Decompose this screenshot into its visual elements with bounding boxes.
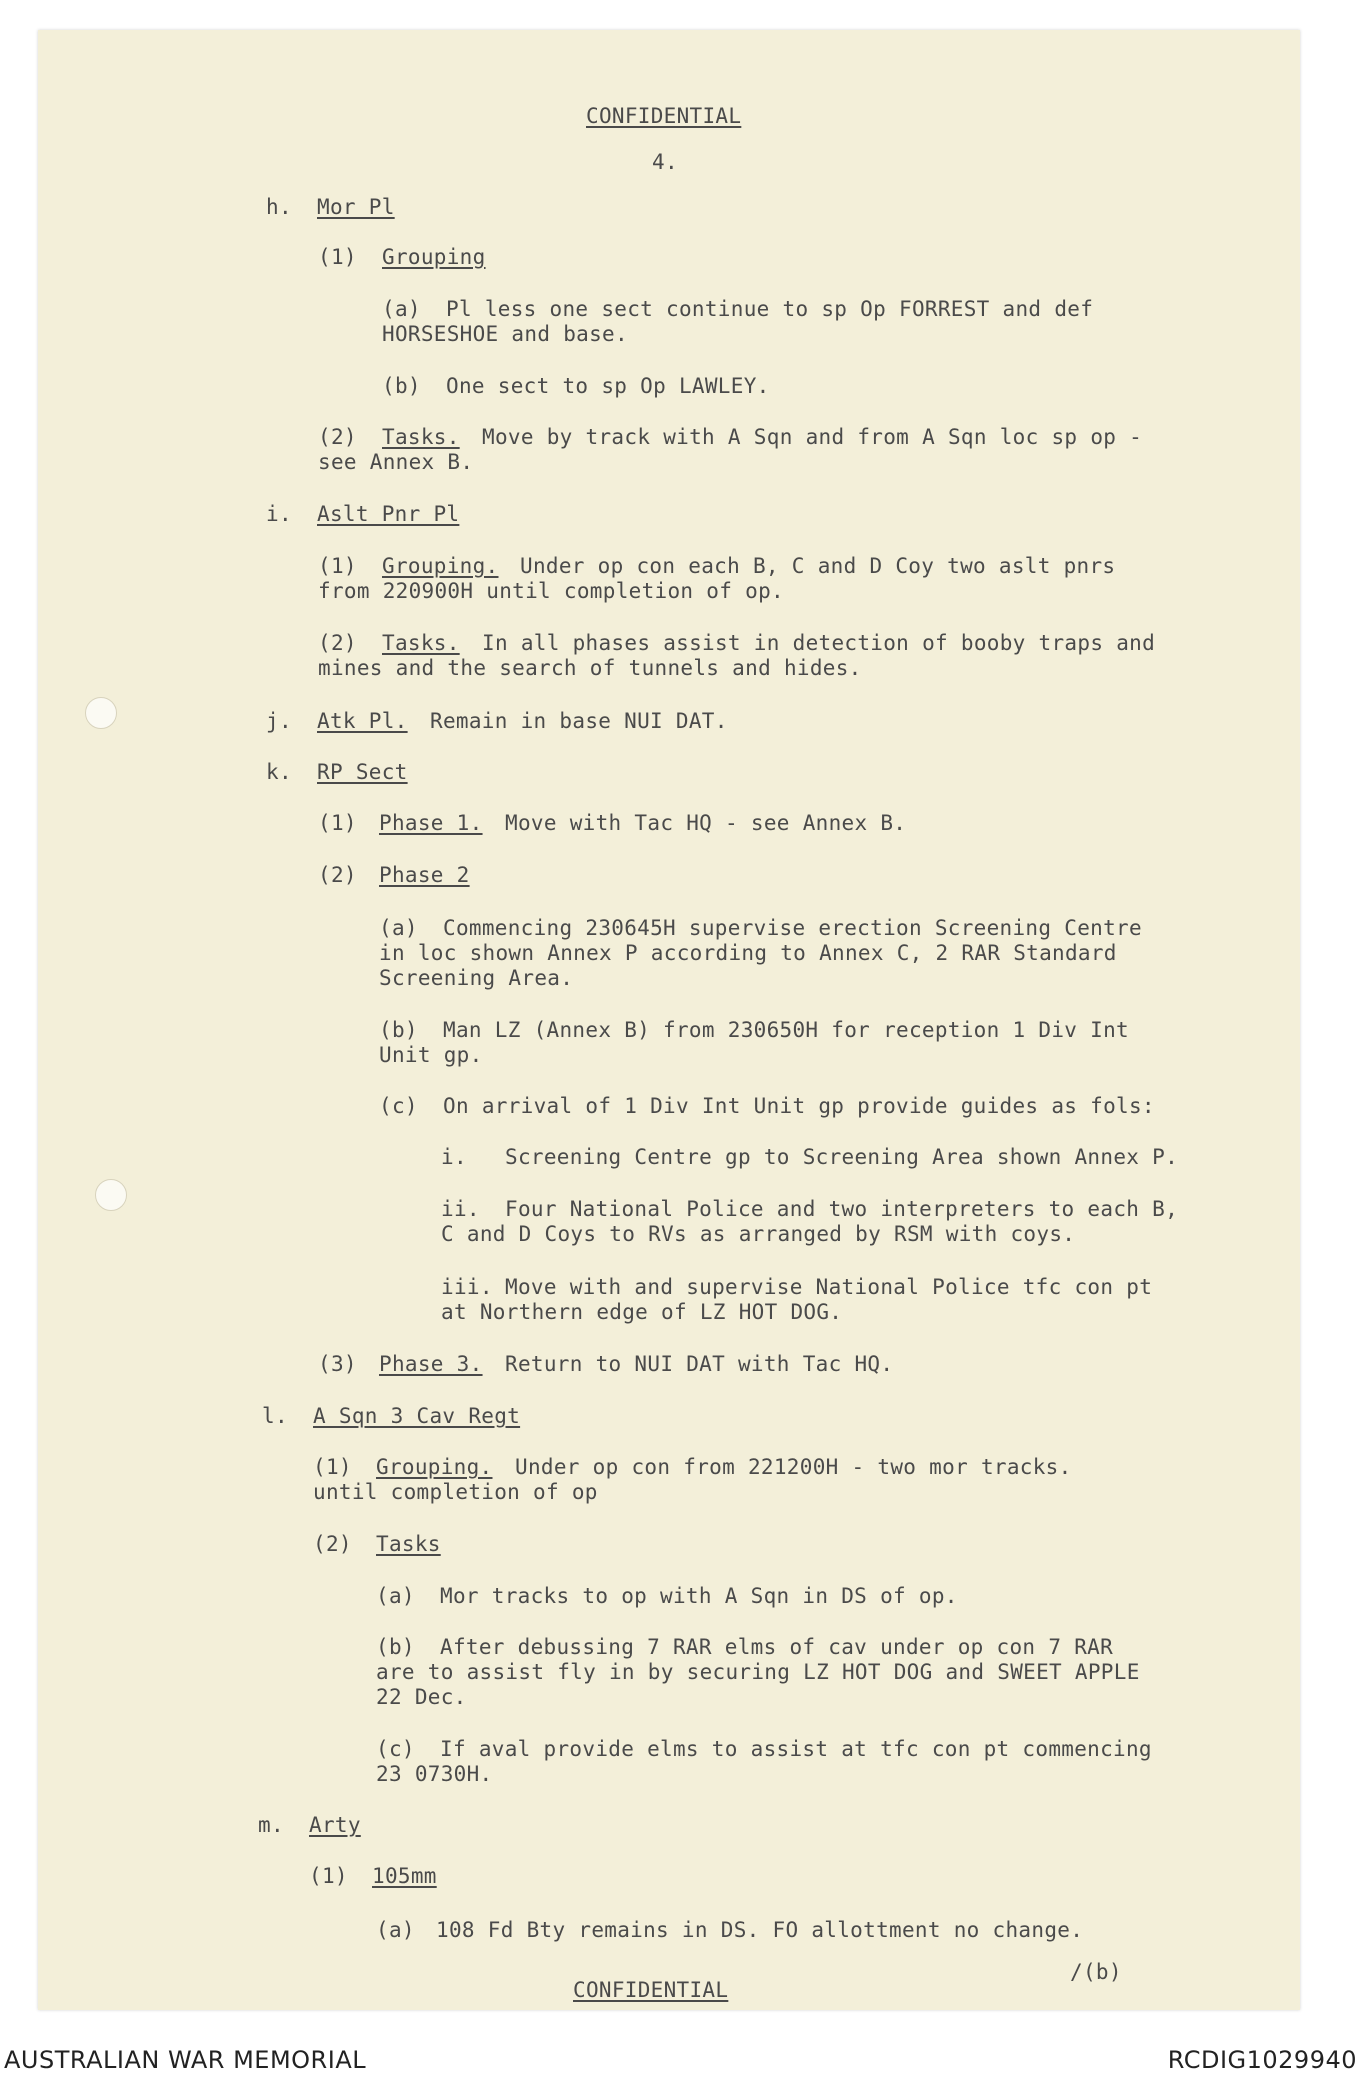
section-letter: l. (262, 1404, 288, 1428)
section-letter: j. (266, 709, 292, 733)
para-number: (1) (309, 1864, 348, 1888)
body-line: If aval provide elms to assist at tfc con pt commencing (440, 1737, 1152, 1761)
body-line: are to assist fly in by securing LZ HOT DOG and SWEET APPLE (376, 1660, 1140, 1684)
archive-id-label: RCDIG1029940 (1167, 2046, 1357, 2074)
body-line: Mor tracks to op with A Sqn in DS of op. (440, 1584, 958, 1608)
punch-hole (95, 1179, 127, 1211)
body-line: HORSESHOE and base. (382, 322, 628, 346)
punch-hole (85, 697, 117, 729)
body-line: Screening Centre gp to Screening Area shown Annex P. (505, 1145, 1179, 1169)
section-letter: m. (258, 1813, 284, 1837)
subpara-label: (a) (376, 1918, 415, 1942)
body-line: see Annex B. (318, 450, 474, 474)
body-line: Move with and supervise National Police tfc con pt (505, 1275, 1153, 1299)
para-number: (2) (318, 425, 357, 449)
section-title: Arty (309, 1813, 361, 1837)
section-letter: i. (266, 502, 292, 526)
section-title: RP Sect (317, 760, 408, 784)
para-title: Phase 3. (379, 1352, 483, 1376)
body-line: 108 Fd Bty remains in DS. FO allottment no change. (436, 1918, 1084, 1942)
para-title: Grouping. (376, 1455, 493, 1479)
para-number: (1) (318, 811, 357, 835)
section-title: Aslt Pnr Pl (317, 502, 460, 526)
subpara-label: (b) (382, 374, 421, 398)
para-number: (1) (313, 1455, 352, 1479)
body-line: Remain in base NUI DAT. (430, 709, 728, 733)
body-line: One sect to sp Op LAWLEY. (446, 374, 770, 398)
body-line: Four National Police and two interpreters to each B, (505, 1197, 1179, 1221)
body-line: Unit gp. (379, 1043, 483, 1067)
body-line: In all phases assist in detection of booby traps and (482, 631, 1156, 655)
section-title: A Sqn 3 Cav Regt (313, 1404, 521, 1428)
body-line: On arrival of 1 Div Int Unit gp provide guides as fols: (443, 1094, 1155, 1118)
para-title: Grouping. (382, 554, 499, 578)
body-line: Man LZ (Annex B) from 230650H for reception 1 Div Int (443, 1018, 1129, 1042)
classification-footer: CONFIDENTIAL (573, 1978, 729, 2002)
para-title: 105mm (372, 1864, 437, 1888)
para-title: Tasks (376, 1532, 441, 1556)
para-title: Tasks. (382, 631, 460, 655)
section-title: Atk Pl. (317, 709, 408, 733)
body-line: Screening Area. (379, 966, 574, 990)
subpara-label: (a) (376, 1584, 415, 1608)
item-label: ii. (441, 1197, 480, 1221)
para-number: (1) (318, 554, 357, 578)
subpara-label: (a) (379, 916, 418, 940)
para-title: Phase 2 (379, 863, 470, 887)
para-title: Tasks. (382, 425, 460, 449)
page-number: 4. (652, 150, 678, 174)
item-label: i. (441, 1145, 467, 1169)
body-line: Move with Tac HQ - see Annex B. (505, 811, 907, 835)
subpara-label: (c) (376, 1737, 415, 1761)
body-line: Under op con from 221200H - two mor tracks. (515, 1455, 1072, 1479)
para-number: (1) (318, 245, 357, 269)
body-line: 23 0730H. (376, 1762, 493, 1786)
para-title: Grouping (382, 245, 486, 269)
body-line: Commencing 230645H supervise erection Screening Centre (443, 916, 1142, 940)
body-line: Move by track with A Sqn and from A Sqn loc sp op - (482, 425, 1143, 449)
subpara-label: (b) (376, 1635, 415, 1659)
subpara-label: (b) (379, 1018, 418, 1042)
classification-header: CONFIDENTIAL (586, 104, 742, 128)
para-number: (2) (313, 1532, 352, 1556)
body-line: Return to NUI DAT with Tac HQ. (505, 1352, 894, 1376)
section-letter: h. (266, 195, 292, 219)
section-title: Mor Pl (317, 195, 395, 219)
continuation-marker: /(b) (1070, 1960, 1122, 1984)
para-title: Phase 1. (379, 811, 483, 835)
body-line: in loc shown Annex P according to Annex C, 2 RAR Standard (379, 941, 1117, 965)
body-line: until completion of op (313, 1480, 598, 1504)
archive-source-label: AUSTRALIAN WAR MEMORIAL (4, 2046, 367, 2074)
body-line: from 220900H until completion of op. (318, 579, 784, 603)
body-line: C and D Coys to RVs as arranged by RSM with coys. (441, 1222, 1076, 1246)
body-line: Under op con each B, C and D Coy two aslt pnrs (520, 554, 1116, 578)
body-line: mines and the search of tunnels and hides. (318, 656, 862, 680)
para-number: (2) (318, 631, 357, 655)
para-number: (3) (318, 1352, 357, 1376)
para-number: (2) (318, 863, 357, 887)
section-letter: k. (266, 760, 292, 784)
item-label: iii. (441, 1275, 493, 1299)
subpara-label: (a) (382, 297, 421, 321)
body-line: Pl less one sect continue to sp Op FORREST and def (446, 297, 1094, 321)
body-line: at Northern edge of LZ HOT DOG. (441, 1300, 843, 1324)
subpara-label: (c) (379, 1094, 418, 1118)
body-line: 22 Dec. (376, 1685, 467, 1709)
body-line: After debussing 7 RAR elms of cav under op con 7 RAR (440, 1635, 1114, 1659)
